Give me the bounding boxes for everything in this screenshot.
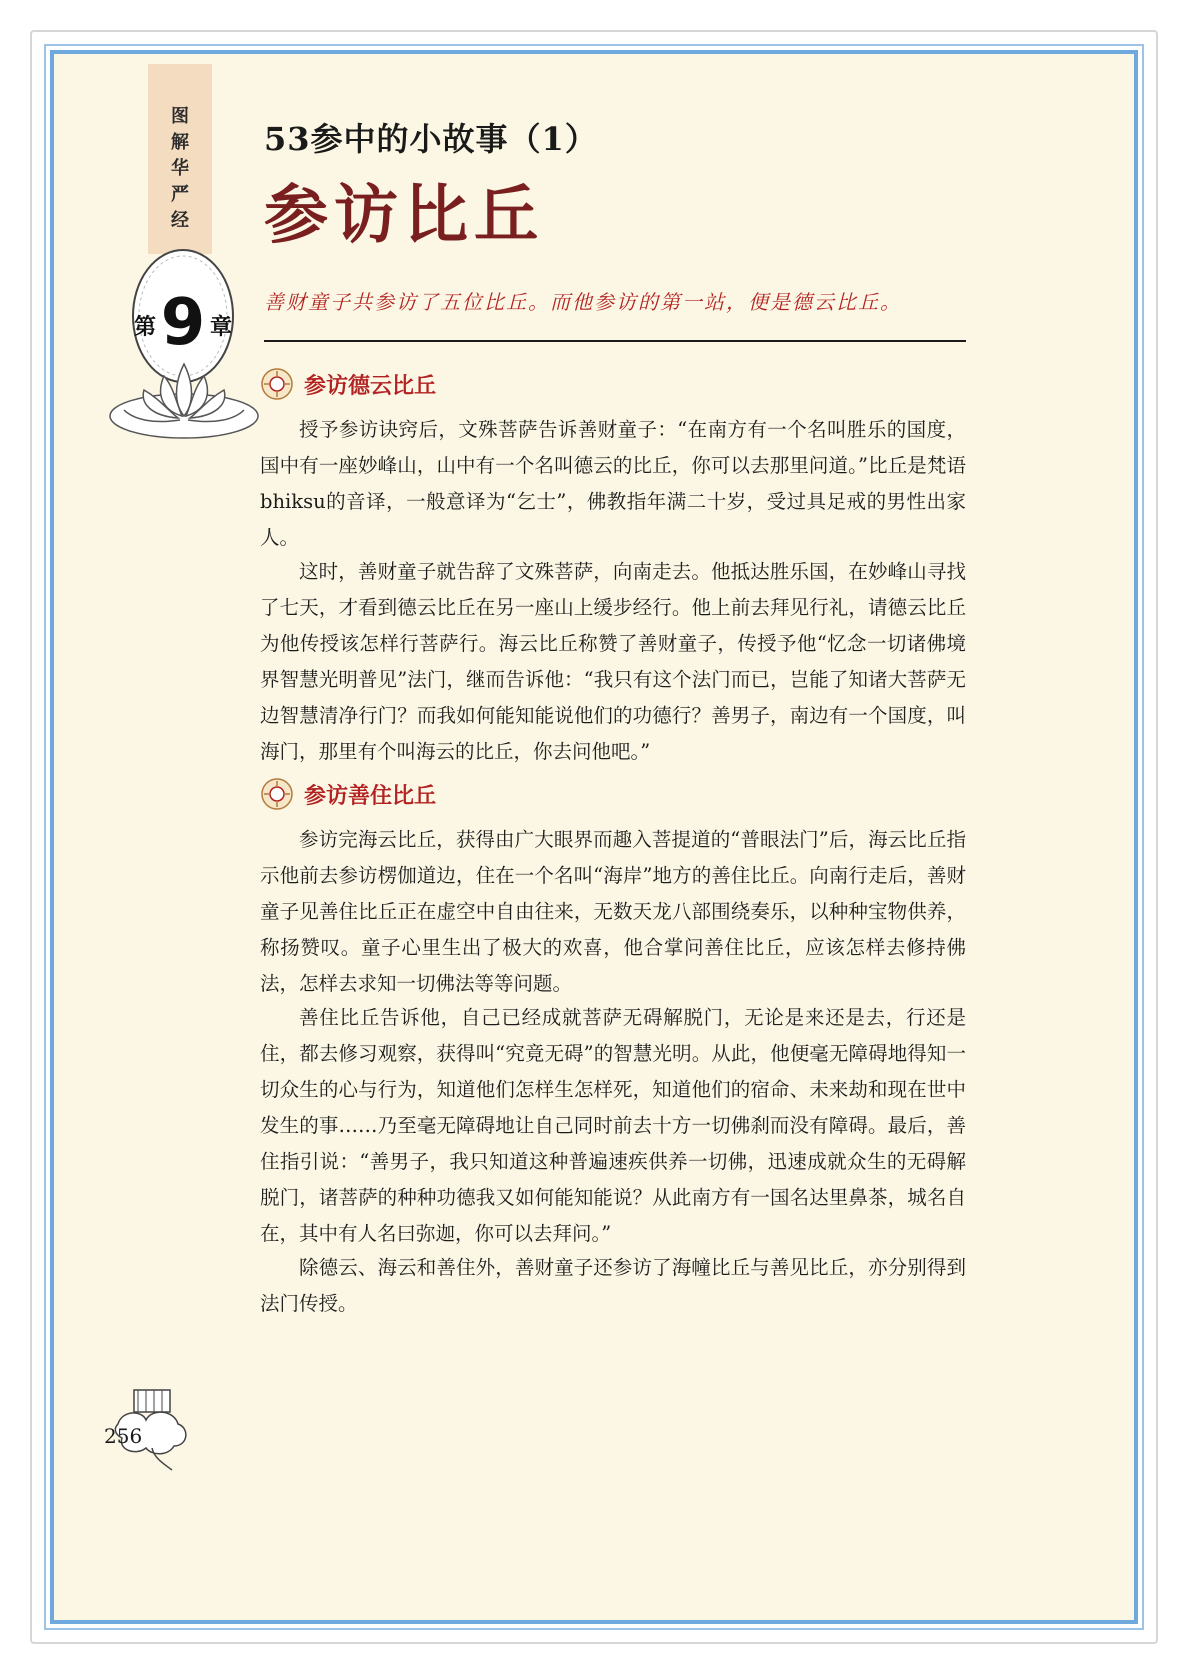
spine-char: 严 [171, 184, 189, 205]
section-heading-shanzhu [260, 774, 436, 814]
paragraph: 善住比丘告诉他，自己已经成就菩萨无碍解脱门，无论是来还是去，行还是住，都去修习观察，获得叫“究竟无碍”的智慧光明。从此，他便毫无障碍地得知一切众生的心与行为，知道他们怎样生怎样死，知道他们的宿命、未来劫和现在世中发生的事……乃至毫无障碍地让自己同时前去十方一切佛刹而没有障碍。最后，善住指引说：“善男子，我只知道这种普遍速疾供养一切佛，迅速成就众生的无碍解脱门，诸菩萨的种种功德我又如何能知能说？从此南方有一国名达里鼻茶，城名自在，其中有人名曰弥迦，你可以去拜问。” [260, 1006, 966, 1245]
book-page [50, 50, 1138, 1624]
lead-sentence: 善财童子共参访了五位比丘。而他参访的第一站，便是德云比丘。 [264, 290, 902, 314]
paragraph: 参访完海云比丘，获得由广大眼界而趣入菩提道的“普眼法门”后，海云比丘指示他前去参访楞伽道边，住在一个名叫“海岸”地方的善住比丘。向南行走后，善财童子见善住比丘正在虚空中自由往来，无数天龙八部围绕奏乐，以种种宝物供养，称扬赞叹。童子心里生出了极大的欢喜，他合掌问善住比丘，应该怎样去修持佛法，怎样去求知一切佛法等等问题。 [260, 828, 966, 995]
article-subtitle: 53参中的小故事（1） [264, 120, 598, 158]
spine-label [148, 104, 212, 234]
chapter-number: 9 [160, 286, 206, 360]
lotus-icon [104, 354, 264, 444]
section-heading-deyun [260, 364, 436, 404]
paragraph: 这时，善财童子就告辞了文殊菩萨，向南走去。他抵达胜乐国，在妙峰山寻找了七天，才看到德云比丘在另一座山上缓步经行。他上前去拜见行礼，请德云比丘为他传授该怎样行菩萨行。海云比丘称赞了善财童子，传授予他“忆念一切诸佛境界智慧光明普见”法门，继而告诉他：“我只有这个法门而已，岂能了知诸大菩萨无边智慧清净行门？而我如何能知能说他们的功德行？善男子，南边有一个国度，叫海门，那里有个叫海云的比丘，你去问他吧。” [260, 560, 966, 763]
chapter-prefix: 第 [134, 315, 157, 340]
page-number: 256 [104, 1424, 143, 1448]
dharma-wheel-icon [260, 367, 294, 401]
section-heading-text: 参访善住比丘 [304, 783, 437, 809]
spine-char: 解 [171, 132, 189, 153]
paragraph: 除德云、海云和善住外，善财童子还参访了海幢比丘与善见比丘，亦分别得到法门传授。 [260, 1256, 966, 1315]
section-heading-text: 参访德云比丘 [304, 373, 437, 399]
spine-char: 图 [171, 106, 189, 127]
paragraph: 授予参访诀窍后，文殊菩萨告诉善财童子：“在南方有一个名叫胜乐的国度，国中有一座妙峰山，山中有一个名叫德云的比丘，你可以去那里问道。”比丘是梵语bhiksu的音译，一般意译为“乞士”，佛教指年满二十岁，受过具足戒的男性出家人。 [260, 418, 966, 549]
dharma-wheel-icon [260, 777, 294, 811]
spine-tab [148, 64, 212, 254]
spine-char: 经 [171, 210, 189, 231]
chapter-suffix: 章 [210, 315, 233, 340]
title-divider [264, 340, 966, 342]
spine-char: 华 [171, 158, 189, 179]
article-title: 参访比丘 [264, 178, 544, 253]
